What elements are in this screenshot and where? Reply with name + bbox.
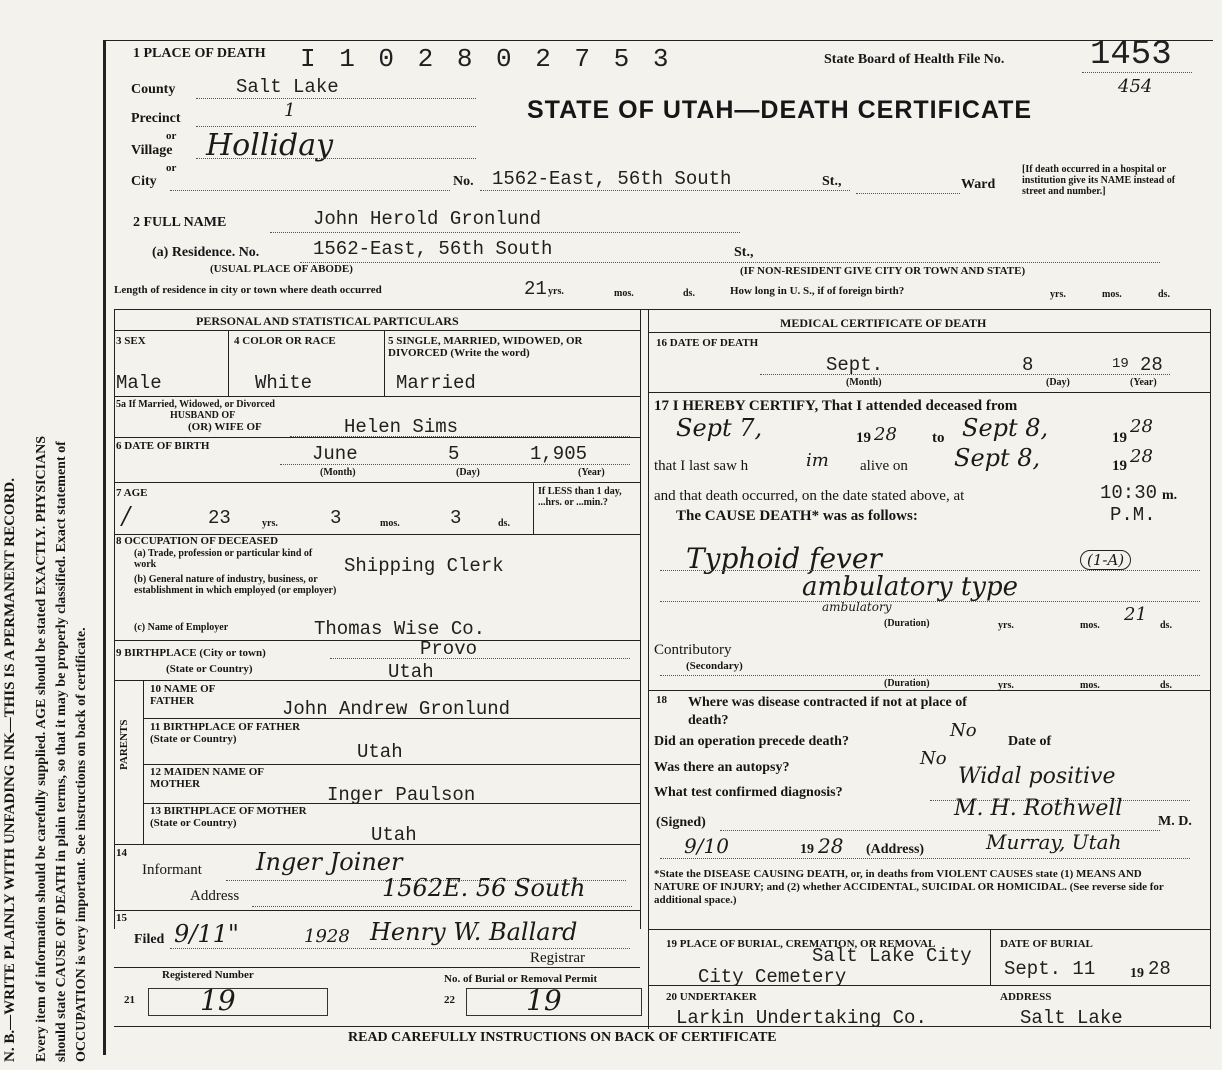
side-note-4: OCCUPATION is very important. See instructions on back of certificate. (74, 627, 89, 1062)
death-month: Sept. (826, 354, 884, 376)
row-line-12 (143, 764, 640, 765)
side-note-3: should state CAUSE OF DEATH in plain terms, so that it may be properly classified. Exact statement of (54, 441, 69, 1062)
certify-label: 17 I HEREBY CERTIFY, That I attended deceased from (654, 398, 1018, 414)
item-14-number: 14 (116, 847, 127, 859)
row-line-6 (114, 437, 640, 438)
ward-line (856, 193, 960, 194)
alive-on-label: alive on (860, 458, 908, 474)
burial-row-line (648, 985, 1210, 986)
autopsy-label: Was there an autopsy? (654, 760, 790, 775)
medical-heading: MEDICAL CERTIFICATE OF DEATH (780, 316, 987, 330)
precinct-line (196, 126, 476, 127)
file-number-line (1082, 72, 1192, 73)
occupation-a-value: Shipping Clerk (344, 555, 504, 577)
center-divider-a (640, 309, 641, 929)
age-mark: / (122, 502, 131, 530)
informant-address-label: Address (190, 888, 240, 904)
city-line (170, 190, 450, 191)
personal-heading: PERSONAL AND STATISTICAL PARTICULARS (196, 314, 459, 328)
age-ds-label: ds. (498, 518, 510, 529)
burial-date-label: DATE OF BURIAL (1000, 938, 1093, 950)
row-line-15 (114, 910, 640, 911)
dob-day-caption: (Day) (456, 467, 480, 478)
death-year: 28 (1140, 354, 1163, 376)
dob-year-caption: (Year) (578, 467, 605, 478)
death-day-caption: (Day) (1046, 377, 1070, 388)
burial-place-1: Salt Lake City (812, 945, 972, 967)
length-residence-label: Length of residence in city or town where death occurred (114, 284, 382, 296)
attended-to-year-prefix: 19 (1112, 430, 1127, 446)
medical-row-line-18 (648, 690, 1210, 691)
attended-from-year-prefix: 19 (856, 430, 871, 446)
death-date-label: 16 DATE OF DEATH (656, 337, 759, 349)
row-line-10 (114, 680, 640, 681)
color-value: White (255, 372, 313, 394)
duration-mos-label-1: mos. (1080, 620, 1100, 631)
street-value: 1562-East, 56th South (492, 168, 732, 190)
alive-on-year: 28 (1130, 446, 1153, 467)
test-value: Widal positive (958, 764, 1116, 789)
personal-heading-underline (114, 330, 640, 331)
certificate-title: STATE OF UTAH—DEATH CERTIFICATE (527, 96, 1033, 124)
duration-yrs-label-2: yrs. (998, 680, 1014, 691)
age-mos-label: mos. (380, 518, 400, 529)
spouse-label-1: 5a If Married, Widowed, or Divorced (116, 399, 275, 410)
mother-value: Inger Paulson (327, 784, 476, 806)
informant-value: Inger Joiner (256, 848, 403, 876)
burial-address: Salt Lake (1020, 1007, 1123, 1029)
stamp-number: I 1 0 2 8 0 2 7 5 3 (300, 44, 673, 74)
abode-note: (USUAL PLACE OF ABODE) (210, 263, 353, 275)
full-name-line (270, 232, 740, 233)
dob-day: 5 (448, 443, 460, 465)
birthplace-state-label: (State or Country) (166, 663, 253, 675)
precinct-value: 1 (284, 100, 296, 121)
mother-birthplace-label: 13 BIRTHPLACE OF MOTHER (State or Country) (150, 805, 307, 829)
medical-row-line-17 (648, 392, 1210, 393)
birthplace-label: 9 BIRTHPLACE (City or town) (116, 647, 266, 659)
death-time-pm: P.M. (1110, 504, 1156, 526)
city-label: City (131, 174, 157, 189)
occupation-b-label: (b) General nature of industry, business, or establishment in which employed (or employer) (134, 574, 337, 596)
or-label-2: or (166, 162, 177, 174)
informant-address: 1562E. 56 South (382, 874, 586, 902)
undertaker-label: 20 UNDERTAKER (666, 991, 757, 1003)
center-divider-b (648, 309, 649, 929)
sex-divider (228, 330, 229, 396)
occurred-label: and that death occurred, on the date stated above, at (654, 488, 965, 504)
street-no-label: No. (453, 174, 474, 189)
duration-label-1: (Duration) (884, 618, 930, 629)
burial-left-edge (648, 929, 649, 1029)
precinct-label: Precinct (131, 111, 181, 126)
length-residence-yrs: 21 (524, 278, 547, 300)
village-value: Holliday (206, 128, 334, 163)
row-line-9 (114, 640, 640, 641)
footer-line (114, 1026, 1210, 1027)
attended-to: Sept 8, (962, 414, 1049, 442)
filed-line (170, 948, 630, 949)
residence-label: (a) Residence. No. (152, 245, 260, 260)
parents-label: PARENTS (118, 719, 130, 770)
duration-ds-label-1: ds. (1160, 620, 1172, 631)
item-22-number: 22 (444, 994, 455, 1006)
medical-footnote: *State the DISEASE CAUSING DEATH, or, in deaths from VIOLENT CAUSES state (1) MEANS AND NATURE OF INJURY; and (2) whether ACCIDENTAL, SUICIDAL OR HOMICIDAL. (See reverse side for additional space.) (654, 868, 1164, 906)
duration-label-2: (Duration) (884, 678, 930, 689)
us-ds-label: ds. (1158, 289, 1170, 300)
test-label: What test confirmed diagnosis? (654, 785, 843, 800)
where-contracted-label: Where was disease contracted if not at place of death? (688, 695, 967, 728)
last-saw-pronoun: im (806, 450, 829, 471)
attended-from-year: 28 (874, 424, 897, 445)
burial-year-prefix: 19 (1130, 966, 1144, 981)
color-divider (384, 330, 385, 396)
registered-number-box (148, 988, 328, 1016)
color-label: 4 COLOR OR RACE (234, 335, 336, 347)
operation-date-label: Date of (1008, 734, 1052, 749)
village-line (196, 158, 476, 159)
mother-label: 12 MAIDEN NAME OF MOTHER (150, 766, 264, 790)
side-note-2: Every item of information should be carefully supplied. AGE should be stated EXACTLY. PHYSICIANS (34, 435, 49, 1062)
operation-label: Did an operation precede death? (654, 734, 849, 749)
row-line-5 (114, 396, 640, 397)
full-name-value: John Herold Gronlund (313, 208, 542, 230)
death-time-m: m. (1162, 488, 1178, 503)
village-label: Village (131, 143, 173, 158)
footer-instructions: READ CAREFULLY INSTRUCTIONS ON BACK OF CERTIFICATE (348, 1030, 777, 1045)
sex-value: Male (116, 372, 162, 394)
full-name-label: 2 FULL NAME (133, 215, 227, 230)
age-less-divider (533, 482, 534, 534)
file-number: 1453 (1090, 36, 1172, 74)
row-line-reg (114, 967, 640, 968)
nonresident-note: (IF NON-RESIDENT GIVE CITY OR TOWN AND STATE) (740, 265, 1026, 277)
cause-secondary: ambulatory type (802, 572, 1019, 602)
county-line (196, 98, 476, 99)
or-label-1: or (166, 130, 177, 142)
burial-right-edge (1210, 929, 1211, 1029)
physician-address-label: (Address) (866, 842, 925, 857)
informant-label: Informant (142, 862, 202, 878)
marital-label: 5 SINGLE, MARRIED, WIDOWED, OR DIVORCED (Write the word) (388, 335, 583, 359)
undertaker-value: Larkin Undertaking Co. (676, 1007, 927, 1029)
us-mos-label: mos. (1102, 289, 1122, 300)
duration-mos-label-2: mos. (1080, 680, 1100, 691)
street-st-label: St., (822, 174, 842, 189)
grid-top-line (114, 309, 1210, 310)
burial-permit-number: 19 (526, 984, 562, 1017)
age-mos: 3 (330, 507, 342, 529)
filed-label: Filed (134, 932, 165, 947)
burial-date: Sept. 11 (1004, 958, 1096, 980)
parents-divider (143, 680, 144, 844)
birthplace-line (330, 658, 630, 659)
occupation-c-label: (c) Name of Employer (134, 622, 229, 633)
father-birthplace-label: 11 BIRTHPLACE OF FATHER (State or Country) (150, 721, 301, 745)
ward-label: Ward (961, 177, 996, 192)
death-year-prefix: 19 (1112, 356, 1129, 372)
dob-year: 1,905 (530, 443, 588, 465)
registered-number-label: Registered Number (162, 969, 254, 981)
us-yrs-label: yrs. (1050, 289, 1066, 300)
street-line (480, 190, 850, 191)
county-label: County (131, 82, 176, 97)
mother-birthplace: Utah (371, 824, 417, 846)
medical-bottom-line (648, 929, 1210, 930)
death-date-line (760, 374, 1170, 375)
dob-label: 6 DATE OF BIRTH (116, 440, 210, 452)
contributory-label: Contributory (654, 642, 732, 658)
contributory-line (660, 675, 1200, 676)
age-ds: 3 (450, 507, 462, 529)
cause-label: The CAUSE DEATH* was as follows: (676, 508, 918, 524)
length-ds-label: ds. (683, 288, 695, 299)
age-less-label: If LESS than 1 day, ...hrs. or ...min.? (538, 486, 622, 508)
hospital-note: [If death occurred in a hospital or institution give its NAME instead of street and number.] (1022, 164, 1176, 197)
row-line-13 (143, 803, 640, 804)
attended-to-year: 28 (1130, 416, 1153, 437)
signed-label: (Signed) (656, 815, 706, 830)
spouse-label-2: HUSBAND OF (170, 410, 236, 421)
place-of-death-label: 1 PLACE OF DEATH (133, 46, 266, 61)
spouse-label-3: (OR) WIFE OF (188, 421, 262, 433)
birthplace-state: Utah (388, 661, 434, 683)
burial-place-2: City Cemetery (698, 966, 847, 988)
age-label: 7 AGE (116, 487, 148, 499)
residence-value: 1562-East, 56th South (313, 238, 553, 260)
operation-value: No (950, 720, 977, 741)
top-border (103, 40, 1213, 41)
item-18-number: 18 (656, 694, 667, 706)
filed-year: 1928 (304, 926, 350, 947)
age-yrs-label: yrs. (262, 518, 278, 529)
dob-month-caption: (Month) (320, 467, 356, 478)
burial-address-label: ADDRESS (1000, 991, 1052, 1003)
duration-days: 21 (1124, 604, 1147, 625)
alive-on: Sept 8, (954, 444, 1041, 472)
item-21-number: 21 (124, 994, 135, 1006)
item-15-number: 15 (116, 912, 127, 924)
age-yrs: 23 (208, 507, 231, 529)
cause-note: ambulatory (822, 600, 892, 614)
cause-primary: Typhoid fever (686, 542, 882, 575)
row-line-7 (114, 482, 640, 483)
cause-line-1 (660, 570, 1200, 571)
death-month-caption: (Month) (846, 377, 882, 388)
duration-yrs-label-1: yrs. (998, 620, 1014, 631)
signed-year: 28 (818, 834, 844, 858)
length-yrs-label: yrs. (548, 286, 564, 297)
registered-number: 19 (200, 984, 236, 1017)
occupation-label: 8 OCCUPATION OF DECEASED (116, 535, 279, 547)
file-number-alt: 454 (1118, 76, 1153, 97)
death-day: 8 (1022, 354, 1034, 376)
burial-place-label: 19 PLACE OF BURIAL, CREMATION, OR REMOVAL (666, 938, 936, 950)
burial-year: 28 (1148, 958, 1171, 980)
informant-address-line (252, 906, 632, 907)
father-birthplace: Utah (357, 741, 403, 763)
signed-year-prefix: 19 (800, 842, 814, 857)
cause-line-2 (660, 601, 1200, 602)
side-note-1: N. B.—WRITE PLAINLY WITH UNFADING INK—THIS IS A PERMANENT RECORD. (2, 478, 18, 1062)
spouse-value: Helen Sims (344, 416, 459, 438)
duration-ds-label-2: ds. (1160, 680, 1172, 691)
residence-st-label: St., (734, 245, 754, 260)
attended-from: Sept 7, (676, 414, 763, 442)
last-saw-label: that I last saw h (654, 458, 749, 474)
signed-date-line (660, 858, 1190, 859)
left-column-edge (114, 309, 115, 929)
birthplace-city: Provo (420, 638, 478, 660)
right-column-edge (1210, 309, 1211, 929)
md-label: M. D. (1158, 814, 1192, 829)
dob-month: June (312, 443, 358, 465)
burial-divider (990, 929, 991, 985)
filed-date: 9/11" (174, 920, 239, 948)
burial-permit-label: No. of Burial or Removal Permit (444, 973, 598, 985)
physician-address: Murray, Utah (986, 830, 1122, 854)
father-value: John Andrew Gronlund (282, 698, 511, 720)
occupation-a-label: (a) Trade, profession or particular kind of work (134, 548, 313, 570)
cause-code: (1-A) (1080, 550, 1131, 570)
physician-signature: M. H. Rothwell (954, 796, 1123, 821)
registrar-label: Registrar (530, 950, 585, 966)
county-value: Salt Lake (236, 76, 339, 98)
file-number-label: State Board of Health File No. (824, 52, 1005, 67)
death-year-caption: (Year) (1130, 377, 1157, 388)
left-border (103, 40, 106, 1055)
attended-to-label: to (932, 430, 945, 446)
secondary-label: (Secondary) (686, 660, 743, 672)
sex-label: 3 SEX (116, 335, 146, 347)
dob-line (280, 464, 630, 465)
medical-heading-underline (648, 332, 1210, 333)
row-line-14 (114, 844, 640, 845)
signed-date: 9/10 (684, 834, 729, 858)
autopsy-value: No (920, 748, 947, 769)
father-label: 10 NAME OF FATHER (150, 683, 215, 707)
residence-line (300, 262, 1160, 263)
us-label: How long in U. S., if of foreign birth? (730, 285, 905, 297)
length-mos-label: mos. (614, 288, 634, 299)
registrar-signature: Henry W. Ballard (370, 918, 578, 946)
death-time: 10:30 (1100, 482, 1158, 504)
marital-value: Married (396, 372, 476, 394)
occupation-c-value: Thomas Wise Co. (314, 618, 486, 640)
alive-on-year-prefix: 19 (1112, 458, 1127, 474)
row-line-11 (143, 718, 640, 719)
